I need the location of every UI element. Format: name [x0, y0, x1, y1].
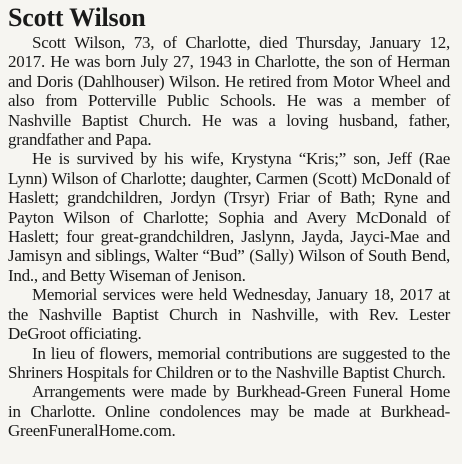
obituary-paragraph-survivors: He is survived by his wife, Krystyna “Kris;” son, Jeff (Rae Lynn) Wilson of Charlotte; daughter, Carmen (Scott) McDonald of Haslett; grandchildren, Jordyn (Trsyr) Friar of Bath; Ryne and Payton Wilson of Charlotte; Sophia and Avery McDonald of Haslett; four great-grandchildren, Jaslynn, Jayda, Jayci-Mae and Jamisyn and siblings, Walter “Bud” (Sally) Wilson of South Bend, Ind., and Betty Wiseman of Jenison.	[8, 149, 450, 285]
obituary-paragraph-biography: Scott Wilson, 73, of Charlotte, died Thursday, January 12, 2017. He was born July 27, 1943 in Charlotte, the son of Herman and Doris (Dahlhouser) Wilson. He retired from Motor Wheel and also from Potterville Public Schools. He was a member of Nashville Baptist Church. He was a loving husband, father, grandfather and Papa.	[8, 33, 450, 150]
obituary-paragraph-services: Memorial services were held Wednesday, January 18, 2017 at the Nashville Baptist Church in Nashville, with Rev. Lester DeGroot officiating.	[8, 285, 450, 344]
obituary-paragraph-memorials: In lieu of flowers, memorial contributions are suggested to the Shriners Hospitals for Children or to the Nashville Baptist Church.	[8, 343, 450, 382]
obituary-paragraph-arrangements: Arrangements were made by Burkhead-Green Funeral Home in Charlotte. Online condolences may be made at Burkhead-GreenFuneralHome.com.	[8, 382, 450, 441]
obituary-headline: Scott Wilson	[8, 3, 146, 32]
